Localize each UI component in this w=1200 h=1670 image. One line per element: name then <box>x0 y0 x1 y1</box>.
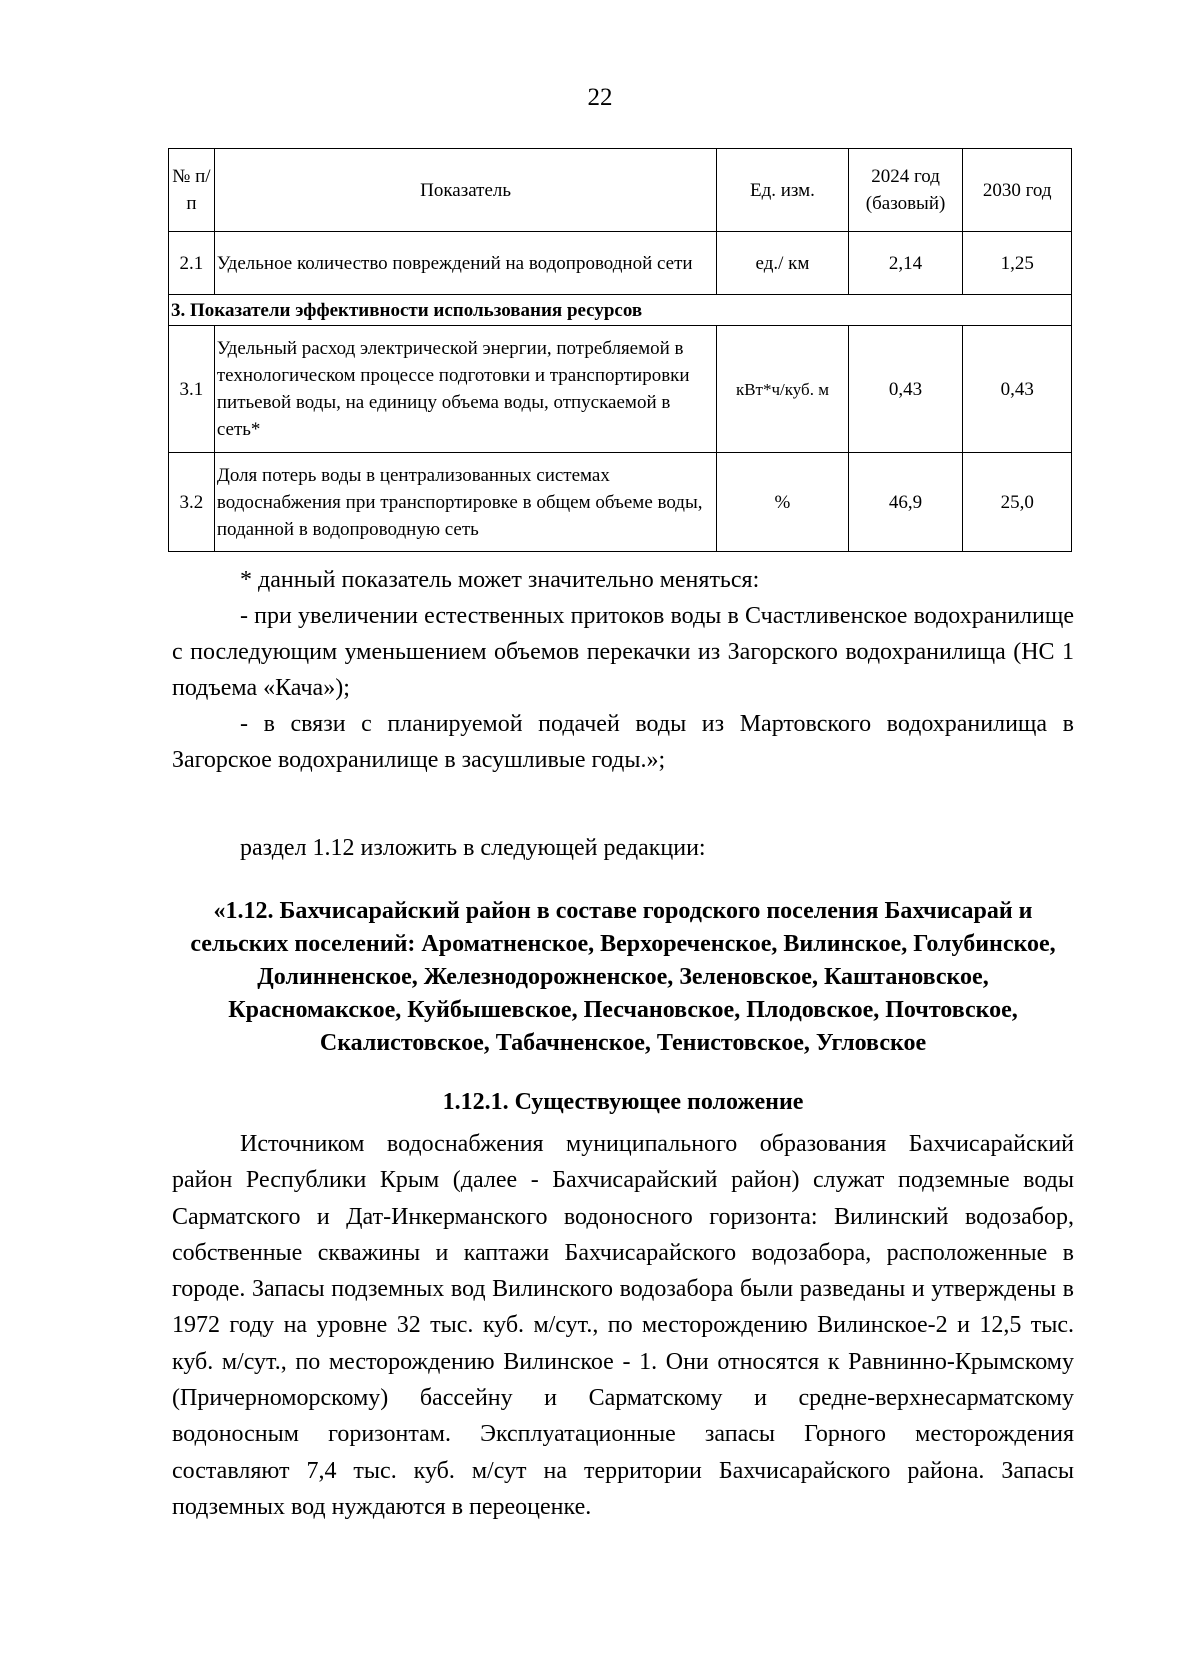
instruction-block <box>172 830 1074 866</box>
header-year-target: 2030 год <box>963 149 1072 232</box>
row-num: 2.1 <box>169 232 215 295</box>
row-indicator: Удельный расход электрической энергии, потребляемой в технологическом процессе подготовки и транспортировки питьевой воды, на единицу объема воды, отпускаемой в сеть* <box>214 326 716 453</box>
subsection-heading: 1.12.1. Существующее положение <box>442 1089 804 1115</box>
table-row <box>169 453 1072 552</box>
row-num: 3.2 <box>169 453 215 552</box>
row-value-2030: 25,0 <box>963 453 1072 552</box>
main-text-block <box>172 1126 1074 1525</box>
row-indicator: Удельное количество повреждений на водопроводной сети <box>214 232 716 295</box>
row-value-2030: 0,43 <box>963 326 1072 453</box>
row-value-2030: 1,25 <box>963 232 1072 295</box>
row-unit: кВт*ч/куб. м <box>717 326 848 453</box>
footnote-intro: * данный показатель может значительно меняться: <box>240 567 760 593</box>
header-year-base: 2024 год (базовый) <box>848 149 963 232</box>
main-paragraph: Источником водоснабжения муниципального образования Бахчисарайский район Республики Крым (далее - Бахчисарайский район) служат подземные воды Сарматского и Дат-Инкерманского водоносного горизонта: Вилинский водозабор, собственные скважины и каптажи Бахчисарайского водозабора, расположенные в городе. Запасы подземных вод Вилинского водозабора были разведаны и утверждены в 1972 году на уровне 32 тыс. куб. м/сут., по месторождению Вилинское-2 и 12,5 тыс. куб. м/сут., по месторождению Вилинское - 1. Они относятся к Равнинно-Крымскому (Причерноморскому) бассейну и Сарматскому и средне-верхнесарматскому водоносным горизонтам. Эксплуатационные запасы Горного месторождения составляют 7,4 тыс. куб. м/сут на территории Бахчисарайского района. Запасы подземных вод нуждаются в переоценке. <box>172 1131 1074 1520</box>
footnote-block <box>172 562 1074 778</box>
row-unit: % <box>717 453 848 552</box>
indicators-table <box>168 148 1072 552</box>
table-row <box>169 232 1072 295</box>
row-num: 3.1 <box>169 326 215 453</box>
row-value-2024: 0,43 <box>848 326 963 453</box>
footnote-item-2: - в связи с планируемой подачей воды из Мартовского водохранилища в Загорское водохранилище в засушливые годы.»; <box>172 711 1074 773</box>
table-row <box>169 326 1072 453</box>
row-unit: ед./ км <box>717 232 848 295</box>
header-num: № п/п <box>169 149 215 232</box>
row-indicator: Доля потерь воды в централизованных системах водоснабжения при транспортировке в общем объеме воды, поданной в водопроводную сеть <box>214 453 716 552</box>
row-value-2024: 2,14 <box>848 232 963 295</box>
section-heading: «1.12. Бахчисарайский район в составе городского поселения Бахчисарай и сельских поселений: Ароматненское, Верхореченское, Вилинское, Голубинское, Долинненское, Железнодорожненское, Зеленовское, Каштановское, Красномакское, Куйбышевское, Песчановское, Плодовское, Почтовское, Скалистовское, Табачненское, Тенистовское, Угловское <box>190 898 1056 1056</box>
table-section-row <box>169 295 1072 326</box>
row-value-2024: 46,9 <box>848 453 963 552</box>
footnote-item-1: - при увеличении естественных притоков воды в Счастливенское водохранилище с последующим уменьшением объемов перекачки из Загорского водохранилища (НС 1 подъема «Кача»); <box>172 603 1074 701</box>
instruction-text: раздел 1.12 изложить в следующей редакции: <box>240 835 706 861</box>
section-title: 3. Показатели эффективности использования ресурсов <box>169 295 1072 326</box>
table-header-row <box>169 149 1072 232</box>
header-unit: Ед. изм. <box>717 149 848 232</box>
header-indicator: Показатель <box>214 149 716 232</box>
page-number: 22 <box>587 84 613 111</box>
